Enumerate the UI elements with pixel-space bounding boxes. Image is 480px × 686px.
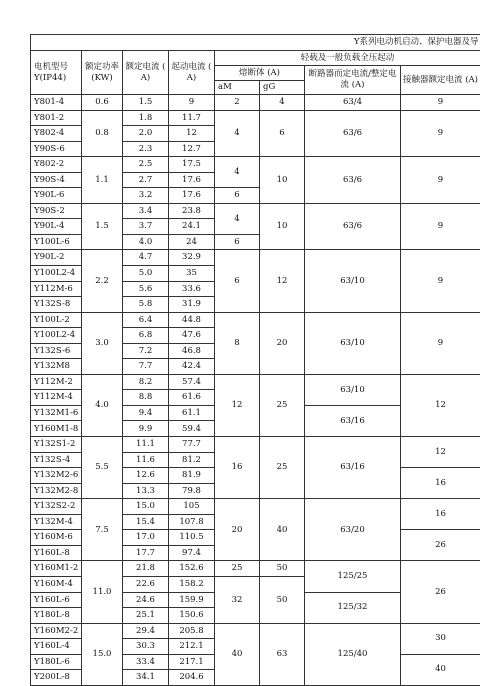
start-current: 110.5 xyxy=(169,530,215,546)
rated-current: 8.2 xyxy=(123,374,169,390)
breaker-current: 63/6 xyxy=(305,203,401,250)
fuse-gg: 10 xyxy=(260,157,305,204)
rated-current: 21.8 xyxy=(123,561,169,577)
motor-spec-table xyxy=(30,34,480,686)
start-current: 12.7 xyxy=(169,141,215,157)
start-current: 97.4 xyxy=(169,545,215,561)
rated-current: 3.7 xyxy=(123,219,169,235)
motor-model: Y100L-6 xyxy=(31,234,82,250)
table-title: Y系列电动机启动、保护电器及导 xyxy=(31,35,480,51)
motor-model: Y90S-6 xyxy=(31,141,82,157)
header-model: 电机型号 Y(IP44) xyxy=(31,51,82,95)
fuse-gg: 10 xyxy=(260,203,305,250)
rated-power: 1.1 xyxy=(82,157,123,204)
start-current: 24 xyxy=(169,234,215,250)
motor-model: Y132S2-2 xyxy=(31,499,82,515)
fuse-am: 20 xyxy=(215,499,260,561)
motor-model: Y132S-4 xyxy=(31,452,82,468)
motor-model: Y112M-4 xyxy=(31,390,82,406)
start-current: 150.6 xyxy=(169,608,215,624)
motor-model: Y132M1-6 xyxy=(31,405,82,421)
header-row xyxy=(31,51,480,66)
contactor-current: 12 xyxy=(401,437,480,468)
start-current: 23.8 xyxy=(169,203,215,219)
header-gg: gG xyxy=(260,81,305,95)
motor-model: Y180L-8 xyxy=(31,608,82,624)
rated-current: 13.3 xyxy=(123,483,169,499)
rated-power: 15.0 xyxy=(82,623,123,685)
breaker-current: 63/10 xyxy=(305,312,401,374)
start-current: 46.8 xyxy=(169,343,215,359)
header-fuse: 熔断体 (A) xyxy=(215,66,305,81)
rated-current: 9.9 xyxy=(123,421,169,437)
rated-current: 29.4 xyxy=(123,623,169,639)
table-row xyxy=(31,110,480,126)
table-row xyxy=(31,250,480,266)
breaker-current: 63/10 xyxy=(305,374,401,405)
start-current: 107.8 xyxy=(169,514,215,530)
rated-current: 24.6 xyxy=(123,592,169,608)
motor-model: Y180L-6 xyxy=(31,654,82,670)
table-row xyxy=(31,623,480,639)
fuse-am: 4 xyxy=(215,110,260,157)
start-current: 47.6 xyxy=(169,328,215,344)
breaker-current: 63/4 xyxy=(305,95,401,111)
contactor-current: 9 xyxy=(401,312,480,374)
start-current: 217.1 xyxy=(169,654,215,670)
rated-power: 2.2 xyxy=(82,250,123,312)
start-current: 17.5 xyxy=(169,157,215,173)
start-current: 9 xyxy=(169,95,215,111)
table-row xyxy=(31,312,480,328)
table-row xyxy=(31,157,480,173)
start-current: 17.6 xyxy=(169,188,215,204)
fuse-am: 8 xyxy=(215,312,260,374)
motor-model: Y802-4 xyxy=(31,126,82,142)
rated-current: 17.0 xyxy=(123,530,169,546)
fuse-gg: 63 xyxy=(260,623,305,685)
rated-power: 5.5 xyxy=(82,437,123,499)
start-current: 24.1 xyxy=(169,219,215,235)
rated-current: 2.0 xyxy=(123,126,169,142)
rated-current: 2.7 xyxy=(123,172,169,188)
header-rated-current: 额定电流 ( A) xyxy=(123,51,169,95)
rated-current: 15.4 xyxy=(123,514,169,530)
fuse-am: 12 xyxy=(215,374,260,436)
motor-model: Y132S1-2 xyxy=(31,437,82,453)
rated-current: 7.2 xyxy=(123,343,169,359)
header-start-current: 起动电流 ( A) xyxy=(169,51,215,95)
start-current: 61.6 xyxy=(169,390,215,406)
fuse-am: 40 xyxy=(215,623,260,685)
fuse-gg: 6 xyxy=(260,110,305,157)
contactor-current: 26 xyxy=(401,530,480,561)
start-current: 33.6 xyxy=(169,281,215,297)
fuse-gg: 20 xyxy=(260,312,305,374)
rated-current: 1.8 xyxy=(123,110,169,126)
rated-current: 3.4 xyxy=(123,203,169,219)
motor-model: Y90S-2 xyxy=(31,203,82,219)
start-current: 159.9 xyxy=(169,592,215,608)
fuse-am: 6 xyxy=(215,188,260,204)
rated-current: 25.1 xyxy=(123,608,169,624)
start-current: 79.8 xyxy=(169,483,215,499)
contactor-current: 9 xyxy=(401,110,480,157)
rated-power: 0.8 xyxy=(82,110,123,157)
start-current: 77.7 xyxy=(169,437,215,453)
motor-model: Y160L-8 xyxy=(31,545,82,561)
contactor-current: 16 xyxy=(401,468,480,499)
rated-power: 3.0 xyxy=(82,312,123,374)
start-current: 59.4 xyxy=(169,421,215,437)
table-row xyxy=(31,437,480,453)
fuse-am: 4 xyxy=(215,203,260,234)
contactor-current: 9 xyxy=(401,203,480,250)
start-current: 152.6 xyxy=(169,561,215,577)
table-row xyxy=(31,203,480,219)
rated-current: 12.6 xyxy=(123,468,169,484)
fuse-am: 16 xyxy=(215,437,260,499)
start-current: 31.9 xyxy=(169,297,215,313)
motor-model: Y112M-2 xyxy=(31,374,82,390)
contactor-current: 40 xyxy=(401,654,480,685)
rated-current: 9.4 xyxy=(123,405,169,421)
rated-current: 2.3 xyxy=(123,141,169,157)
fuse-gg: 50 xyxy=(260,576,305,623)
start-current: 105 xyxy=(169,499,215,515)
motor-model: Y160L-4 xyxy=(31,639,82,655)
motor-model: Y112M-6 xyxy=(31,281,82,297)
rated-current: 17.7 xyxy=(123,545,169,561)
motor-model: Y160M1-2 xyxy=(31,561,82,577)
header-breaker: 断路器而定电流/整定电流 (A) xyxy=(305,66,401,95)
motor-model: Y132S-8 xyxy=(31,297,82,313)
motor-model: Y132M8 xyxy=(31,359,82,375)
start-current: 212.1 xyxy=(169,639,215,655)
start-current: 158.2 xyxy=(169,576,215,592)
motor-model: Y160L-6 xyxy=(31,592,82,608)
motor-model: Y100L2-4 xyxy=(31,266,82,282)
breaker-current: 125/40 xyxy=(305,623,401,685)
motor-model: Y132M-4 xyxy=(31,514,82,530)
breaker-current: 63/6 xyxy=(305,157,401,204)
breaker-current: 125/25 xyxy=(305,561,401,592)
start-current: 35 xyxy=(169,266,215,282)
header-power: 额定功率 (KW) xyxy=(82,51,123,95)
breaker-current: 63/6 xyxy=(305,110,401,157)
rated-current: 4.0 xyxy=(123,234,169,250)
start-current: 81.2 xyxy=(169,452,215,468)
rated-current: 2.5 xyxy=(123,157,169,173)
header-contactor: 接触器额定电流 (A) xyxy=(401,66,480,95)
fuse-gg: 40 xyxy=(260,499,305,561)
fuse-gg: 4 xyxy=(260,95,305,111)
rated-current: 6.8 xyxy=(123,328,169,344)
motor-model: Y132M2-6 xyxy=(31,468,82,484)
rated-power: 7.5 xyxy=(82,499,123,561)
rated-current: 34.1 xyxy=(123,670,169,686)
contactor-current: 9 xyxy=(401,157,480,204)
motor-model: Y132M2-8 xyxy=(31,483,82,499)
breaker-current: 125/32 xyxy=(305,592,401,623)
motor-model: Y200L-8 xyxy=(31,670,82,686)
rated-current: 15.0 xyxy=(123,499,169,515)
rated-current: 22.6 xyxy=(123,576,169,592)
table-row xyxy=(31,499,480,515)
title-row xyxy=(31,35,480,51)
fuse-gg: 12 xyxy=(260,250,305,312)
motor-model: Y160M1-8 xyxy=(31,421,82,437)
start-current: 81.9 xyxy=(169,468,215,484)
breaker-current: 63/16 xyxy=(305,405,401,436)
motor-model: Y90S-4 xyxy=(31,172,82,188)
fuse-am: 4 xyxy=(215,157,260,188)
breaker-current: 63/16 xyxy=(305,437,401,499)
start-current: 44.8 xyxy=(169,312,215,328)
motor-model: Y160M-4 xyxy=(31,576,82,592)
motor-model: Y801-2 xyxy=(31,110,82,126)
fuse-am: 32 xyxy=(215,576,260,623)
rated-current: 8.8 xyxy=(123,390,169,406)
header-group: 轻载及一般负载全压起动 xyxy=(215,51,480,66)
rated-power: 11.0 xyxy=(82,561,123,623)
motor-model: Y160M-6 xyxy=(31,530,82,546)
rated-current: 33.4 xyxy=(123,654,169,670)
start-current: 32.9 xyxy=(169,250,215,266)
rated-current: 3.2 xyxy=(123,188,169,204)
contactor-current: 26 xyxy=(401,561,480,623)
motor-model: Y90L-6 xyxy=(31,188,82,204)
breaker-current: 63/20 xyxy=(305,499,401,561)
start-current: 205.8 xyxy=(169,623,215,639)
start-current: 11.7 xyxy=(169,110,215,126)
fuse-am: 6 xyxy=(215,234,260,250)
motor-model: Y802-2 xyxy=(31,157,82,173)
rated-power: 0.6 xyxy=(82,95,123,111)
table-row xyxy=(31,374,480,390)
start-current: 204.6 xyxy=(169,670,215,686)
rated-current: 7.7 xyxy=(123,359,169,375)
motor-model: Y90L-4 xyxy=(31,219,82,235)
rated-current: 4.7 xyxy=(123,250,169,266)
fuse-am: 2 xyxy=(215,95,260,111)
rated-current: 5.8 xyxy=(123,297,169,313)
breaker-current: 63/10 xyxy=(305,250,401,312)
fuse-gg: 50 xyxy=(260,561,305,577)
motor-model: Y132S-6 xyxy=(31,343,82,359)
fuse-gg: 25 xyxy=(260,437,305,499)
table-row xyxy=(31,95,480,111)
rated-power: 4.0 xyxy=(82,374,123,436)
start-current: 42.4 xyxy=(169,359,215,375)
motor-model: Y801-4 xyxy=(31,95,82,111)
start-current: 57.4 xyxy=(169,374,215,390)
start-current: 17.6 xyxy=(169,172,215,188)
motor-model: Y90L-2 xyxy=(31,250,82,266)
start-current: 61.1 xyxy=(169,405,215,421)
rated-current: 5.0 xyxy=(123,266,169,282)
motor-model: Y100L2-4 xyxy=(31,328,82,344)
rated-current: 11.1 xyxy=(123,437,169,453)
start-current: 12 xyxy=(169,126,215,142)
rated-current: 5.6 xyxy=(123,281,169,297)
rated-power: 1.5 xyxy=(82,203,123,250)
header-am: aM xyxy=(215,81,260,95)
rated-current: 6.4 xyxy=(123,312,169,328)
fuse-gg: 25 xyxy=(260,374,305,436)
fuse-am: 25 xyxy=(215,561,260,577)
fuse-am: 6 xyxy=(215,250,260,312)
rated-current: 30.3 xyxy=(123,639,169,655)
table-row xyxy=(31,561,480,577)
motor-model: Y100L-2 xyxy=(31,312,82,328)
contactor-current: 9 xyxy=(401,95,480,111)
contactor-current: 30 xyxy=(401,623,480,654)
rated-current: 11.6 xyxy=(123,452,169,468)
contactor-current: 9 xyxy=(401,250,480,312)
motor-model: Y160M2-2 xyxy=(31,623,82,639)
rated-current: 1.5 xyxy=(123,95,169,111)
contactor-current: 16 xyxy=(401,499,480,530)
contactor-current: 12 xyxy=(401,374,480,436)
